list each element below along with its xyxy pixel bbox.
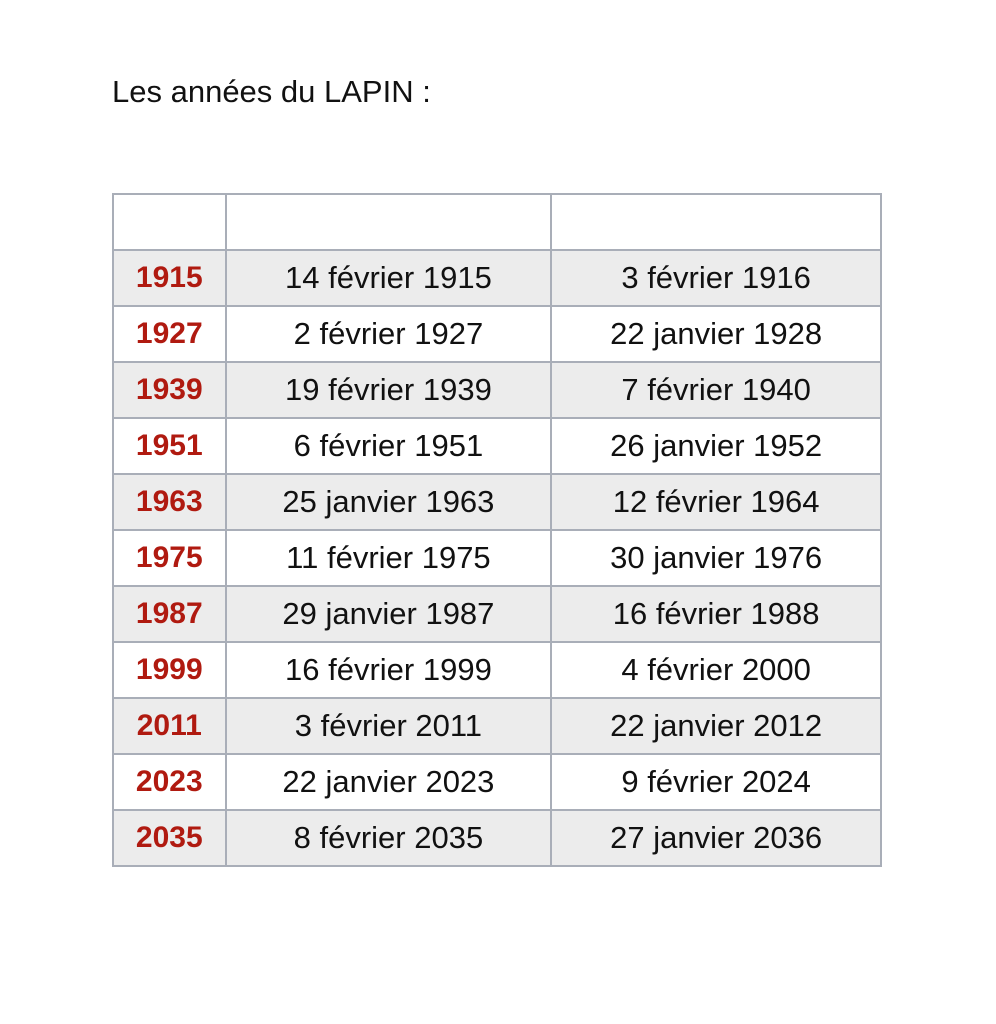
start-date-cell: 8 février 2035 — [226, 810, 552, 866]
table-row — [113, 418, 881, 474]
start-date-cell: 19 février 1939 — [226, 362, 552, 418]
table-row — [113, 698, 881, 754]
year-cell: 1927 — [113, 306, 226, 362]
year-cell: 1999 — [113, 642, 226, 698]
start-date-cell: 11 février 1975 — [226, 530, 552, 586]
year-cell: 1939 — [113, 362, 226, 418]
end-date-cell: 16 février 1988 — [551, 586, 881, 642]
year-cell: 1963 — [113, 474, 226, 530]
table-row — [113, 754, 881, 810]
table-header-row — [113, 194, 881, 250]
year-cell: 2011 — [113, 698, 226, 754]
year-cell: 2023 — [113, 754, 226, 810]
end-date-cell: 7 février 1940 — [551, 362, 881, 418]
page-title: Les années du LAPIN : — [112, 74, 431, 109]
end-date-cell: 3 février 1916 — [551, 250, 881, 306]
table-row — [113, 474, 881, 530]
start-date-cell: 6 février 1951 — [226, 418, 552, 474]
end-date-cell: 30 janvier 1976 — [551, 530, 881, 586]
table-row — [113, 642, 881, 698]
table-body — [113, 194, 881, 866]
start-date-cell: 25 janvier 1963 — [226, 474, 552, 530]
start-date-cell: 14 février 1915 — [226, 250, 552, 306]
header-cell-end — [551, 194, 881, 250]
year-cell: 1915 — [113, 250, 226, 306]
start-date-cell: 29 janvier 1987 — [226, 586, 552, 642]
table-row — [113, 306, 881, 362]
end-date-cell: 27 janvier 2036 — [551, 810, 881, 866]
end-date-cell: 22 janvier 2012 — [551, 698, 881, 754]
table-row — [113, 362, 881, 418]
year-cell: 1987 — [113, 586, 226, 642]
rabbit-years-table — [112, 193, 882, 867]
end-date-cell: 22 janvier 1928 — [551, 306, 881, 362]
table-row — [113, 250, 881, 306]
table-row — [113, 810, 881, 866]
end-date-cell: 12 février 1964 — [551, 474, 881, 530]
table-row — [113, 586, 881, 642]
end-date-cell: 9 février 2024 — [551, 754, 881, 810]
start-date-cell: 2 février 1927 — [226, 306, 552, 362]
year-cell: 1975 — [113, 530, 226, 586]
end-date-cell: 26 janvier 1952 — [551, 418, 881, 474]
table-row — [113, 530, 881, 586]
start-date-cell: 22 janvier 2023 — [226, 754, 552, 810]
start-date-cell: 3 février 2011 — [226, 698, 552, 754]
year-cell: 2035 — [113, 810, 226, 866]
header-cell-start — [226, 194, 552, 250]
end-date-cell: 4 février 2000 — [551, 642, 881, 698]
start-date-cell: 16 février 1999 — [226, 642, 552, 698]
year-cell: 1951 — [113, 418, 226, 474]
header-cell-year — [113, 194, 226, 250]
